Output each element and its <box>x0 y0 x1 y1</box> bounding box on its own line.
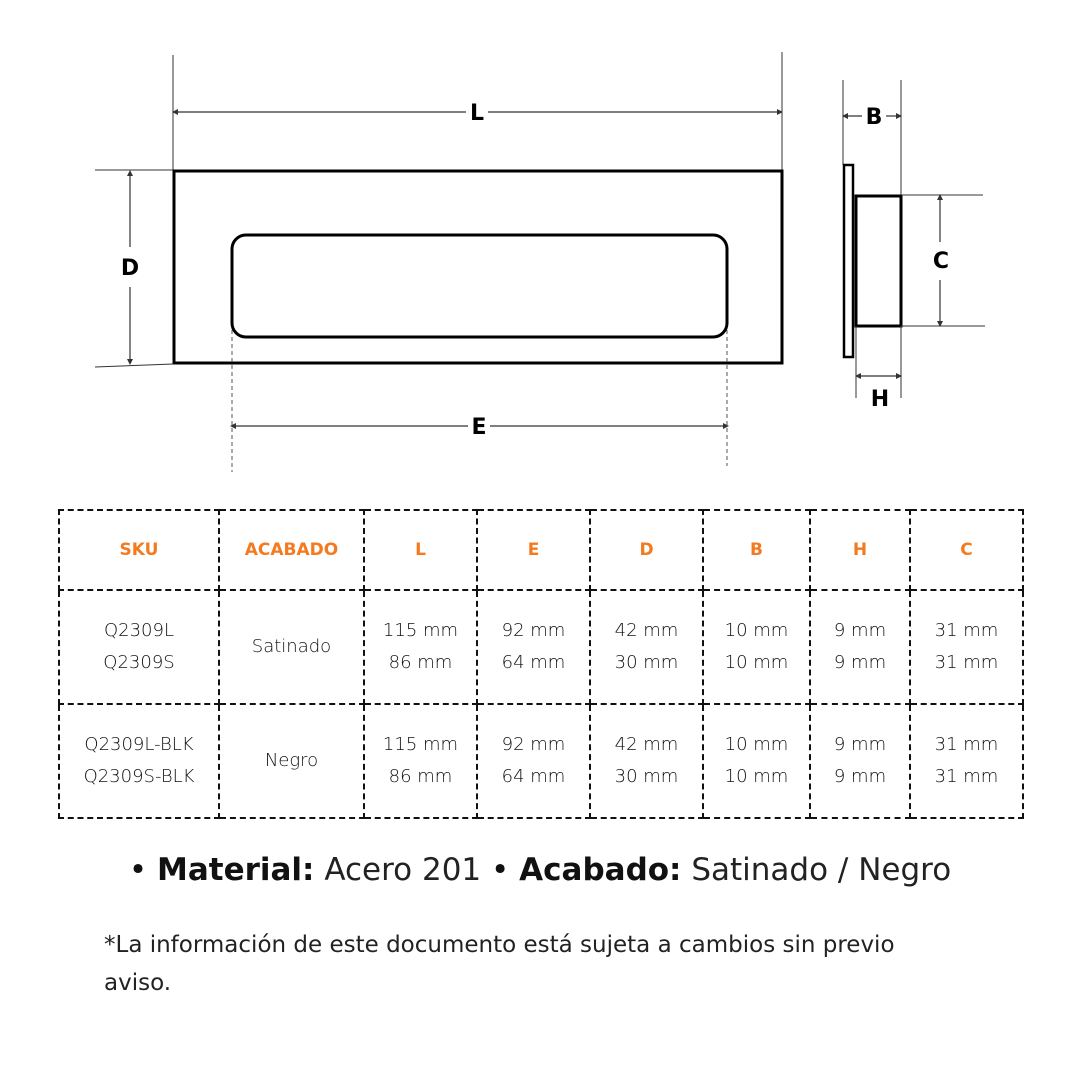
value-l: 115 mm <box>382 620 459 641</box>
value-b: 10 mm <box>724 652 789 673</box>
value-e: 64 mm <box>501 652 566 673</box>
finish-label: Acabado: <box>519 852 682 888</box>
cell-l <box>364 704 477 818</box>
cell-l <box>364 590 477 704</box>
body-outline <box>856 196 901 326</box>
value-h: 9 mm <box>833 620 887 641</box>
header-d: D <box>590 510 703 590</box>
value-e: 92 mm <box>501 734 566 755</box>
finish-value: Satinado / Negro <box>691 852 952 888</box>
header-l: L <box>364 510 477 590</box>
cell-h <box>810 704 910 818</box>
value-h: 9 mm <box>833 766 887 787</box>
value-h: 9 mm <box>833 652 887 673</box>
cell-sku <box>59 590 219 704</box>
cell-acabado: Satinado <box>219 590 364 704</box>
dimension-label-d: D <box>120 256 140 281</box>
value-c: 31 mm <box>934 766 999 787</box>
sku-value: Q2309L <box>103 620 174 641</box>
value-e: 92 mm <box>501 620 566 641</box>
table-header-row <box>59 510 1023 590</box>
specifications-table <box>58 509 1024 819</box>
value-b: 10 mm <box>724 766 789 787</box>
dimension-label-b: B <box>865 105 883 130</box>
header-acabado: ACABADO <box>219 510 364 590</box>
value-c: 31 mm <box>934 734 999 755</box>
value-l: 115 mm <box>382 734 459 755</box>
value-d: 30 mm <box>614 766 679 787</box>
cell-sku <box>59 704 219 818</box>
disclaimer-note: *La información de este documento está sujeta a cambios sin previo aviso. <box>104 932 895 996</box>
material-value: Acero 201 <box>324 852 482 888</box>
header-b: B <box>703 510 810 590</box>
recess-outline <box>232 235 727 337</box>
bullet: • <box>491 852 510 888</box>
cell-acabado: Negro <box>219 704 364 818</box>
header-h: H <box>810 510 910 590</box>
value-e: 64 mm <box>501 766 566 787</box>
value-l: 86 mm <box>388 652 453 673</box>
table-row <box>59 590 1023 704</box>
front-view <box>95 52 782 472</box>
material-label: Material: <box>156 852 315 888</box>
value-d: 42 mm <box>614 620 679 641</box>
cell-e <box>477 704 590 818</box>
sku-value: Q2309L-BLK <box>84 734 194 755</box>
cell-e <box>477 590 590 704</box>
cell-c <box>910 704 1023 818</box>
bullet: • <box>128 852 148 888</box>
value-h: 9 mm <box>833 734 887 755</box>
value-c: 31 mm <box>934 652 999 673</box>
dimension-label-c: C <box>932 249 950 274</box>
technical-drawing <box>0 0 1080 490</box>
sku-value: Q2309S-BLK <box>83 766 195 787</box>
dimension-label-l: L <box>469 101 485 126</box>
header-sku: SKU <box>59 510 219 590</box>
cell-h <box>810 590 910 704</box>
cell-b <box>703 590 810 704</box>
flange-outline <box>844 165 853 357</box>
dimension-label-e: E <box>471 415 487 440</box>
side-view <box>843 80 985 412</box>
cell-b <box>703 704 810 818</box>
value-c: 31 mm <box>934 620 999 641</box>
sku-value: Q2309S <box>103 652 175 673</box>
dimension-label-h: H <box>870 387 890 412</box>
value-d: 30 mm <box>614 652 679 673</box>
header-e: E <box>477 510 590 590</box>
table-row <box>59 704 1023 818</box>
cell-c <box>910 590 1023 704</box>
material-specs <box>0 852 1080 888</box>
value-d: 42 mm <box>614 734 679 755</box>
cell-d <box>590 590 703 704</box>
plate-outline <box>174 171 782 363</box>
value-l: 86 mm <box>388 766 453 787</box>
value-b: 10 mm <box>724 620 789 641</box>
cell-d <box>590 704 703 818</box>
value-b: 10 mm <box>724 734 789 755</box>
header-c: C <box>910 510 1023 590</box>
